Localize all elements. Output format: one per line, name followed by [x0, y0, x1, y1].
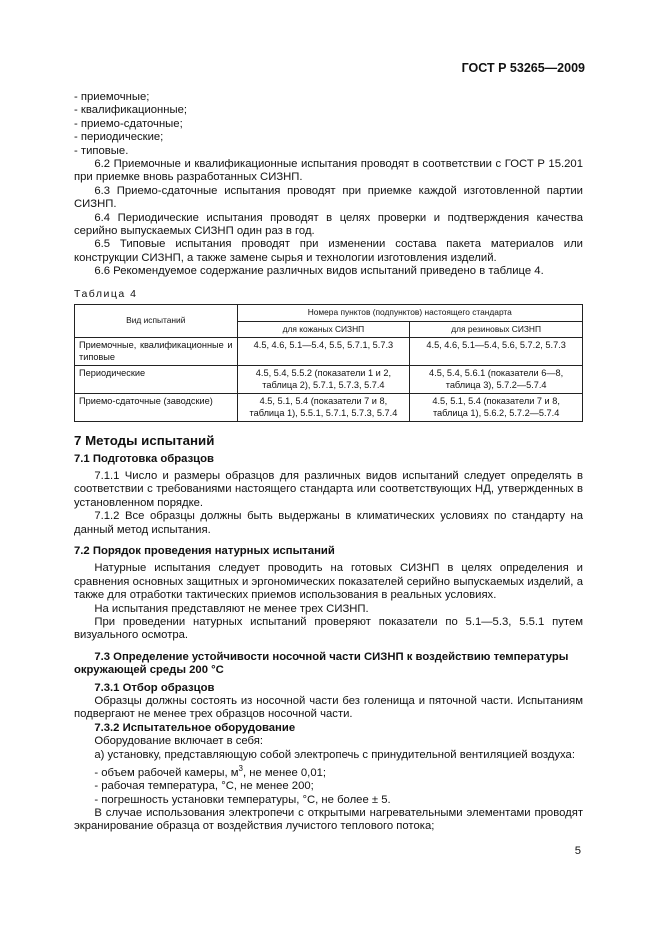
cell-type: Приемочные, квалификационные и типовые — [75, 338, 238, 366]
paragraph-7-1-1: 7.1.1 Число и размеры образцов для различных видов испытаний следует определять в соответствии с требованиями настоящего стандарта или соответствующих НД, утвержденных в установленном порядке. — [74, 469, 583, 509]
list-item: - квалификационные; — [74, 104, 188, 117]
table-row — [75, 366, 583, 394]
cell-leather: 4.5, 5.1, 5.4 (показатели 7 и 8, таблица 1), 5.5.1, 5.7.1, 5.7.3, 5.7.4 — [237, 394, 410, 422]
paragraph-6-3: 6.3 Приемо-сдаточные испытания проводят при приемке каждой изготовленной партии СИЗНП. — [74, 184, 583, 211]
list-item: - периодические; — [74, 131, 164, 144]
paragraph-temperature: - рабочая температура, °С, не менее 200; — [94, 780, 314, 793]
col-header-leather: для кожаных СИЗНП — [237, 321, 410, 338]
cell-rubber: 4.5, 4.6, 5.1—5.4, 5.6, 5.7.2, 5.7.3 — [410, 338, 583, 366]
paragraph-6-5: 6.5 Типовые испытания проводят при изменении состава пакета материалов или конструкции СИЗНП, а также замене сырья и технологии изготовления изделий. — [74, 238, 583, 264]
list-item: - приемочные; — [74, 91, 150, 103]
paragraph-volume: - объем рабочей камеры, $м^3$, не менее 0,01; — [94, 764, 327, 779]
cell-rubber: 4.5, 5.4, 5.6.1 (показатели 6—8, таблица 3), 5.7.2—5.7.4 — [410, 366, 583, 394]
section-7-title: 7 Методы испытаний — [74, 433, 215, 449]
page-content — [74, 91, 583, 834]
section-7-1-title: 7.1 Подготовка образцов — [74, 452, 214, 465]
table-row — [75, 338, 583, 366]
cell-leather: 4.5, 5.4, 5.5.2 (показатели 1 и 2, таблица 2), 5.7.1, 5.7.3, 5.7.4 — [237, 366, 410, 394]
list-item: - приемо-сдаточные; — [74, 117, 183, 130]
paragraph-equipment: Оборудование включает в себя: — [94, 735, 263, 748]
col-header-type: Вид испытаний — [75, 305, 238, 338]
cell-rubber: 4.5, 5.1, 5.4 (показатели 7 и 8, таблица 1), 5.6.2, 5.7.2—5.7.4 — [410, 394, 583, 422]
paragraph-7-2-a: Натурные испытания следует проводить на готовых СИЗНП в целях определения и сравнения основных защитных и эргономических показателей серийно выпускаемых изделий, а также для отработки тактических приемов использования в реальных условиях. — [74, 562, 583, 602]
table-4 — [74, 304, 583, 422]
paragraph-6-6: 6.6 Рекомендуемое содержание различных видов испытаний приведено в таблице 4. — [94, 265, 544, 278]
section-7-3-title: 7.3 Определение устойчивости носочной части СИЗНП к воздействию температуры окружающей среды 200 °С — [74, 650, 569, 677]
col-header-rubber: для резиновых СИЗНП — [410, 321, 583, 338]
section-7-3-1-title: 7.3.1 Отбор образцов — [94, 681, 215, 694]
paragraph-7-2-b: На испытания представляют не менее трех СИЗНП. — [94, 602, 369, 615]
col-header-group: Номера пунктов (подпунктов) настоящего стандарта — [237, 305, 582, 322]
cell-leather: 4.5, 4.6, 5.1—5.4, 5.5, 5.7.1, 5.7.3 — [237, 338, 410, 366]
list-item: - типовые. — [74, 144, 129, 157]
paragraph-last: В случае использования электропечи с открытыми нагревательными элементами проводят экранирование образца от воздействия лучистого теплового потока; — [74, 807, 583, 833]
table-caption: Таблица 4 — [74, 287, 138, 300]
paragraph-equipment-a: а) установку, представляющую собой электропечь с принудительной вентиляцией воздуха: — [94, 748, 575, 761]
paragraph-6-2: 6.2 Приемочные и квалификационные испытания проводят в соответствии с ГОСТ Р 15.201 при приемке вновь разработанных СИЗНП. — [74, 158, 583, 184]
table-row — [75, 394, 583, 422]
paragraph-7-2-c: При проведении натурных испытаний проверяют показатели по 5.1—5.3, 5.5.1 путем визуального осмотра. — [74, 615, 583, 642]
cell-type: Приемо-сдаточные (заводские) — [75, 394, 238, 422]
cell-type: Периодические — [75, 366, 238, 394]
paragraph-6-4: 6.4 Периодические испытания проводят в целях проверки и подтверждения качества серийно выпускаемых СИЗНП один раз в год. — [74, 211, 583, 238]
paragraph-7-1-2: 7.1.2 Все образцы должны быть выдержаны в климатических условиях по стандарту на данный метод испытания. — [74, 510, 583, 536]
paragraph-7-3-1: Образцы должны состоять из носочной части без голенища и пяточной части. Испытаниям подвергают не менее трех образцов носочной части. — [74, 695, 583, 721]
section-7-3-2-title: 7.3.2 Испытательное оборудование — [94, 721, 296, 734]
page-number: 5 — [574, 845, 581, 857]
document-code: ГОСТ Р 53265—2009 — [461, 61, 585, 75]
section-7-2-title: 7.2 Порядок проведения натурных испытаний — [74, 544, 335, 557]
paragraph-error: - погрешность установки температуры, °С, не более ± 5. — [94, 793, 391, 806]
